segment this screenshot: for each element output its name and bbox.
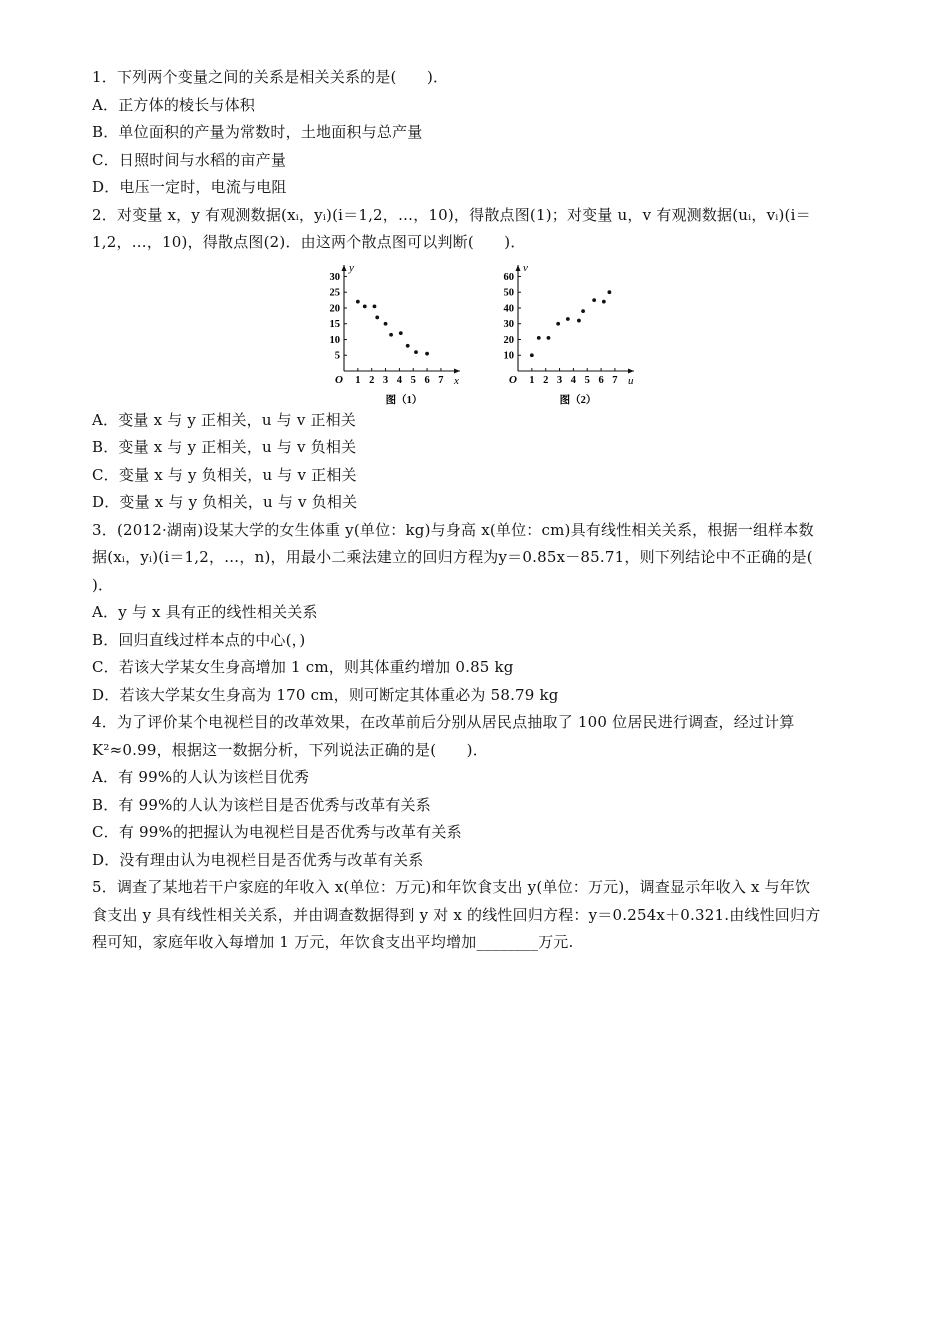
q2-option-c: C．变量 x 与 y 负相关，u 与 v 正相关 xyxy=(92,465,357,484)
x-axis-arrow xyxy=(628,368,634,373)
q2-stem-line1: 2．对变量 x，y 有观测数据(xᵢ，yᵢ)(i＝1,2，…，10)，得散点图(1)；对变量 u，v 有观测数据(uᵢ，vᵢ)(i＝ xyxy=(92,205,811,224)
x-tick-label: 7 xyxy=(438,374,444,386)
data-point xyxy=(556,321,560,325)
data-point xyxy=(389,332,393,336)
y-tick-label: 15 xyxy=(329,318,340,330)
q4-line2: K²≈0.99，根据这一数据分析，下列说法正确的是( )． xyxy=(92,740,488,759)
q4-option-a: A．有 99%的人认为该栏目优秀 xyxy=(92,768,310,786)
q5-line2: 食支出 y 具有线性相关关系，并由调查数据得到 y 对 x 的线性回归方程：y＝0.254x＋0.321.由线性回归方 xyxy=(92,905,821,924)
scatter-plot-1 xyxy=(320,259,470,407)
q1-option-d: D．电压一定时，电流与电阻 xyxy=(92,178,287,196)
data-point xyxy=(414,350,418,354)
y-tick-label: 60 xyxy=(503,271,514,283)
data-point xyxy=(399,331,403,335)
q4-option-d: D．没有理由认为电视栏目是否优秀与改革有关系 xyxy=(92,850,424,869)
scatter-plot-2 xyxy=(494,259,644,407)
x-tick-label: 6 xyxy=(424,374,430,386)
data-point xyxy=(375,315,379,319)
data-point xyxy=(547,336,551,340)
q5-line3: 程可知，家庭年收入每增加 1 万元，年饮食支出平均增加________万元. xyxy=(92,933,574,951)
data-point xyxy=(592,298,596,302)
y-tick-label: 20 xyxy=(503,334,514,346)
data-point xyxy=(577,318,581,322)
q3-option-b: B．回归直线过样本点的中心(，) xyxy=(92,630,306,649)
x-tick-label: 1 xyxy=(529,374,535,386)
y-tick-label: 30 xyxy=(329,271,340,283)
x-tick-label: 6 xyxy=(598,374,604,386)
data-point xyxy=(607,290,611,294)
q4-option-b: B．有 99%的人认为该栏目是否优秀与改革有关系 xyxy=(92,795,431,814)
q3-line2: 据(xᵢ，yᵢ)(i＝1,2，…，n)，用最小二乘法建立的回归方程为y＝0.85x－85.71，则下列结论中不正确的是( xyxy=(92,548,813,566)
x-tick-label: 4 xyxy=(570,374,577,386)
x-axis-label: x xyxy=(454,374,459,387)
q1-stem: 1．下列两个变量之间的关系是相关关系的是( )． xyxy=(92,68,449,86)
x-tick-label: 4 xyxy=(396,374,403,386)
data-point xyxy=(356,299,360,303)
x-tick-label: 1 xyxy=(355,374,361,386)
q1-option-b: B．单位面积的产量为常数时，土地面积与总产量 xyxy=(92,123,423,141)
data-point xyxy=(425,351,429,355)
worksheet xyxy=(92,64,892,957)
y-tick-label: 50 xyxy=(503,287,514,299)
q2-option-a: A．变量 x 与 y 正相关，u 与 v 正相关 xyxy=(92,410,357,429)
figure-caption: 图（2） xyxy=(559,394,597,406)
q1-option-a: A．正方体的棱长与体积 xyxy=(92,95,256,114)
x-axis-arrow xyxy=(454,368,460,373)
data-point xyxy=(602,299,606,303)
y-tick-label: 40 xyxy=(503,302,514,314)
q5-line1: 5．调查了某地若干户家庭的年收入 x(单位：万元)和年饮食支出 y(单位：万元)，调查显示年收入 x 与年饮 xyxy=(92,878,811,896)
q2-option-b: B．变量 x 与 y 正相关，u 与 v 负相关 xyxy=(92,438,357,456)
q3-line1: 3．(2012·湖南)设某大学的女生体重 y(单位：kg)与身高 x(单位：cm)具有线性相关关系，根据一组样本数 xyxy=(92,520,814,539)
data-point xyxy=(406,343,410,347)
data-point xyxy=(566,317,570,321)
y-axis-arrow xyxy=(516,265,521,271)
q3-option-c: C．若该大学某女生身高增加 1 cm，则其体重约增加 0.85 kg xyxy=(92,658,514,676)
q3-line3: )． xyxy=(92,575,114,594)
x-tick-label: 2 xyxy=(369,374,375,386)
data-point xyxy=(373,304,377,308)
q4-line1: 4．为了评价某个电视栏目的改革效果，在改革前后分别从居民点抽取了 100 位居民进行调查，经过计算 xyxy=(92,713,795,731)
y-axis-arrow xyxy=(342,265,347,271)
origin-label: O xyxy=(335,373,343,386)
q4-option-c: C．有 99%的把握认为电视栏目是否优秀与改革有关系 xyxy=(92,823,462,841)
data-point xyxy=(581,309,585,313)
x-axis-label: u xyxy=(628,374,634,387)
x-tick-label: 5 xyxy=(584,374,590,386)
q1-option-c: C．日照时间与水稻的亩产量 xyxy=(92,150,287,169)
scatter-figures xyxy=(92,259,892,407)
figure-caption: 图（1） xyxy=(385,394,423,406)
y-axis-label: y xyxy=(349,261,354,274)
x-tick-label: 3 xyxy=(556,374,563,386)
data-point xyxy=(363,304,367,308)
y-axis-label: v xyxy=(523,261,528,274)
q2-stem-line2: 1,2，…，10)，得散点图(2)．由这两个散点图可以判断( )． xyxy=(92,233,526,251)
q3-option-d: D．若该大学某女生身高为 170 cm，则可断定其体重必为 58.79 kg xyxy=(92,685,559,704)
x-tick-label: 7 xyxy=(612,374,618,386)
data-point xyxy=(537,336,541,340)
y-tick-label: 25 xyxy=(329,287,340,299)
y-tick-label: 5 xyxy=(334,350,340,362)
x-tick-label: 2 xyxy=(543,374,549,386)
data-point xyxy=(530,353,534,357)
origin-label: O xyxy=(509,373,517,386)
data-point xyxy=(384,321,388,325)
y-tick-label: 10 xyxy=(503,350,514,362)
y-tick-label: 20 xyxy=(329,302,340,314)
q2-option-d: D．变量 x 与 y 负相关，u 与 v 负相关 xyxy=(92,493,358,511)
x-tick-label: 5 xyxy=(410,374,416,386)
y-tick-label: 10 xyxy=(329,334,340,346)
q3-option-a: A．y 与 x 具有正的线性相关关系 xyxy=(92,603,318,621)
y-tick-label: 30 xyxy=(503,318,514,330)
x-tick-label: 3 xyxy=(382,374,389,386)
